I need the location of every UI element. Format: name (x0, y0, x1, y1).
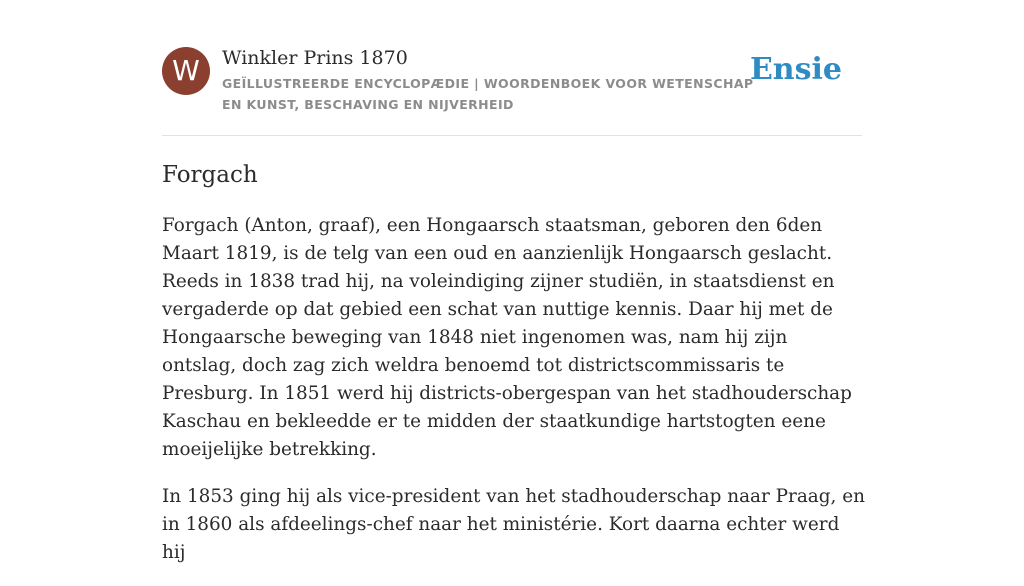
entry-title: Forgach (162, 162, 258, 188)
source-title-link[interactable]: Winkler Prins 1870 (222, 47, 408, 69)
entry-body (162, 212, 866, 586)
entry-paragraph: In 1853 ging hij als vice-president van het stadhouderschap naar Praag, en in 1860 als afdeelings-chef naar het ministérie. Kort daarna echter werd hij (162, 486, 865, 563)
header-divider (162, 135, 862, 136)
entry-paragraph: Forgach (Anton, graaf), een Hongaarsch staatsman, geboren den 6den Maart 1819, is de telg van een oud en aanzienlijk Hongaarsch geslacht. Reeds in 1838 trad hij, na voleindiging zijner studiën, in staatsdienst en vergaderde op dat gebied een schat van nuttige kennis. Daar hij met de Hongaarsche beweging van 1848 niet ingenomen was, nam hij zijn ontslag, doch zag zich weldra benoemd tot districtscommissaris te Presburg. In 1851 werd hij districts-obergespan van het stadhouderschap Kaschau en bekleedde er te midden der staatkundige hartstogten eene moeijelijke betrekking. (162, 215, 852, 460)
source-avatar[interactable]: W (162, 47, 210, 95)
source-header (162, 46, 862, 116)
source-subtitle: GEÏLLUSTREERDE ENCYCLOPÆDIE | WOORDENBOEK VOOR WETENSCHAP EN KUNST, BESCHAVING EN NIJVERHEID (222, 76, 754, 112)
ensie-logo[interactable]: Ensie (749, 52, 842, 87)
